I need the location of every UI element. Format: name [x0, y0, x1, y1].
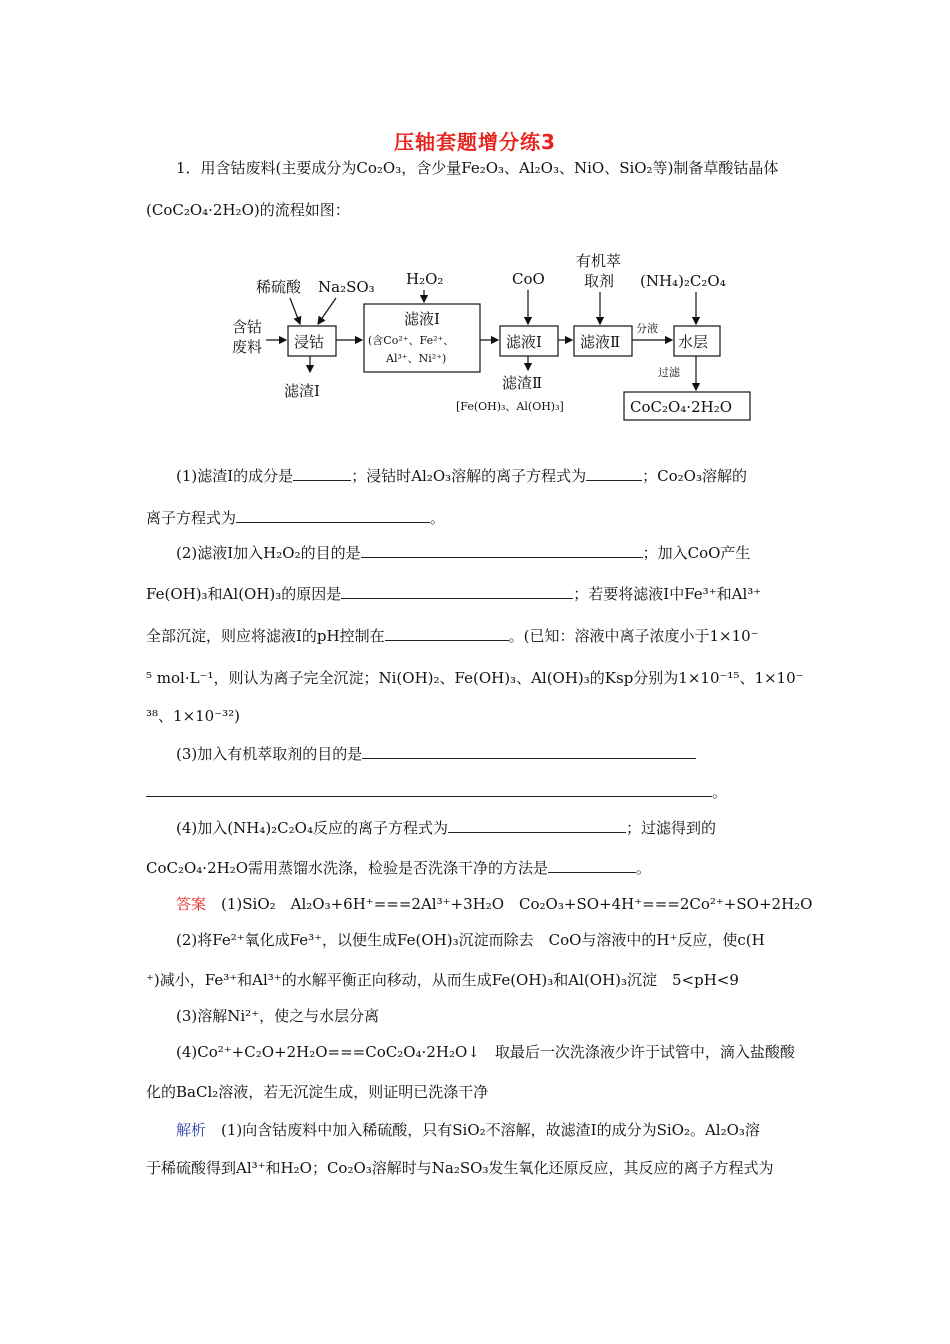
answer-blank	[586, 466, 642, 481]
question-2-line	[176, 543, 750, 563]
answer-line	[176, 894, 812, 914]
answer-blank	[341, 584, 573, 599]
leach-step-label: 浸钴	[294, 333, 325, 351]
answer-line: (3)溶解Ni²⁺，使之与水层分离	[176, 1007, 380, 1025]
q4-text: 。	[636, 859, 652, 877]
question-2-line: ³⁸、1×10⁻³²)	[146, 707, 241, 725]
question-2-line	[146, 626, 759, 646]
answer-blank	[548, 858, 636, 873]
reagent-ammonium-oxalate: (NH₄)₂C₂O₄	[640, 272, 726, 290]
filtrate-1-content-line1: (含Co²⁺、Fe²⁺、	[368, 334, 455, 347]
answer-blank	[236, 508, 430, 523]
q1-text: ；浸钴时Al₂O₃溶解的离子方程式为	[351, 467, 587, 485]
reagent-organic-extractant-line1: 有机萃	[576, 252, 622, 270]
filtration-operation-label: 过滤	[658, 366, 680, 379]
filtrate-1-content-line2: Al³⁺、Ni²⁺)	[386, 352, 447, 365]
question-4-line	[176, 818, 716, 838]
answer-line: (4)Co²⁺+C₂O+2H₂O===CoC₂O₄·2H₂O↓ 取最后一次洗涤液少许于试管中，滴入盐酸酸	[176, 1043, 795, 1061]
q2-text: ；若要将滤液Ⅰ中Fe³⁺和Al³⁺	[573, 585, 762, 603]
q4-text: ；过滤得到的	[626, 819, 717, 837]
filtrate-1-box-label: 滤液Ⅰ	[506, 333, 542, 351]
question-1-line	[176, 466, 747, 486]
q3-text: (3)加入有机萃取剂的目的是	[176, 745, 363, 763]
analysis-text: (1)向含钴废料中加入稀硫酸，只有SiO₂不溶解，故滤渣Ⅰ的成分为SiO₂。Al₂O₃溶	[221, 1121, 760, 1139]
answer-blank	[146, 782, 712, 797]
residue-1-label: 滤渣Ⅰ	[284, 382, 320, 400]
q1-text: 。	[430, 509, 446, 527]
answer-line: ⁺)减小，Fe³⁺和Al³⁺的水解平衡正向移动，从而生成Fe(OH)₃和Al(OH)₃沉淀 5<pH<9	[146, 971, 739, 989]
answer-blank	[385, 626, 509, 641]
q3-text: 。	[712, 783, 728, 801]
question-2-line: ⁵ mol·L⁻¹，则认为离子完全沉淀；Ni(OH)₂、Fe(OH)₃、Al(OH)₃的Ksp分别为1×10⁻¹⁵、1×10⁻	[146, 669, 804, 687]
answer-label: 答案	[176, 895, 207, 913]
answer-line: 化的BaCl₂溶液，若无沉淀生成，则证明已洗涤干净	[146, 1083, 489, 1101]
input-waste-line1: 含钴	[232, 318, 263, 336]
residue-2-label: 滤渣Ⅱ	[502, 374, 543, 392]
water-layer-label: 水层	[678, 333, 709, 351]
analysis-label: 解析	[176, 1121, 207, 1139]
input-waste-line2: 废料	[232, 338, 263, 356]
question-3-line	[176, 744, 696, 764]
question-4-line	[146, 858, 651, 878]
question-line: (CoC₂O₄·2H₂O)的流程如图：	[146, 201, 350, 219]
q1-text: (1)滤渣Ⅰ的成分是	[176, 467, 294, 485]
question-line: 1．用含钴废料(主要成分为Co₂O₃，含少量Fe₂O₃、Al₂O₃、NiO、SiO₂等)制备草酸钴晶体	[176, 159, 779, 177]
q4-text: (4)加入(NH₄)₂C₂O₄反应的离子方程式为	[176, 819, 448, 837]
page-title: 压轴套题增分练3	[394, 130, 556, 154]
reagent-cobalt-oxide: CoO	[512, 270, 545, 288]
q2-text: Fe(OH)₃和Al(OH)₃的原因是	[146, 585, 342, 603]
question-2-line	[146, 584, 761, 604]
process-flow-diagram	[226, 246, 766, 426]
analysis-line: 于稀硫酸得到Al³⁺和H₂O；Co₂O₃溶解时与Na₂SO₃发生氧化还原反应，其反应的离子方程式为	[146, 1159, 774, 1177]
question-3-line	[146, 782, 727, 802]
answer-line: (2)将Fe²⁺氧化成Fe³⁺，以便生成Fe(OH)₃沉淀而除去 CoO与溶液中的H⁺反应，使c(H	[176, 931, 765, 949]
q2-text: ；加入CoO产生	[642, 544, 751, 562]
filtrate-1-title: 滤液Ⅰ	[404, 310, 440, 328]
q4-text: CoC₂O₄·2H₂O需用蒸馏水洗涤，检验是否洗涤干净的方法是	[146, 859, 549, 877]
answer-blank	[361, 543, 643, 558]
answer-blank	[362, 744, 696, 759]
answer-blank	[293, 466, 351, 481]
residue-2-content: [Fe(OH)₃、Al(OH)₃]	[456, 400, 564, 413]
reagent-hydrogen-peroxide: H₂O₂	[406, 270, 444, 288]
analysis-line	[176, 1120, 760, 1140]
q2-text: (2)滤液Ⅰ加入H₂O₂的目的是	[176, 544, 361, 562]
filtrate-2-box-label: 滤液Ⅱ	[580, 333, 621, 351]
reagent-organic-extractant-line2: 取剂	[584, 272, 615, 290]
product-label: CoC₂O₄·2H₂O	[630, 398, 733, 416]
answer-text: (1)SiO₂ Al₂O₃+6H⁺===2Al³⁺+3H₂O Co₂O₃+SO+4H⁺===2Co²⁺+SO+2H₂O	[221, 895, 813, 913]
q2-text: 。(已知：溶液中离子浓度小于1×10⁻	[508, 627, 759, 645]
reagent-sodium-sulfite: Na₂SO₃	[318, 278, 375, 296]
reagent-sulfuric-acid: 稀硫酸	[256, 278, 302, 296]
question-1-line	[146, 508, 445, 528]
q1-text: ；Co₂O₃溶解的	[642, 467, 747, 485]
separation-operation-label: 分液	[636, 322, 658, 335]
q2-text: 全部沉淀，则应将滤液Ⅰ的pH控制在	[146, 627, 385, 645]
answer-blank	[448, 818, 626, 833]
q1-text: 离子方程式为	[146, 509, 237, 527]
